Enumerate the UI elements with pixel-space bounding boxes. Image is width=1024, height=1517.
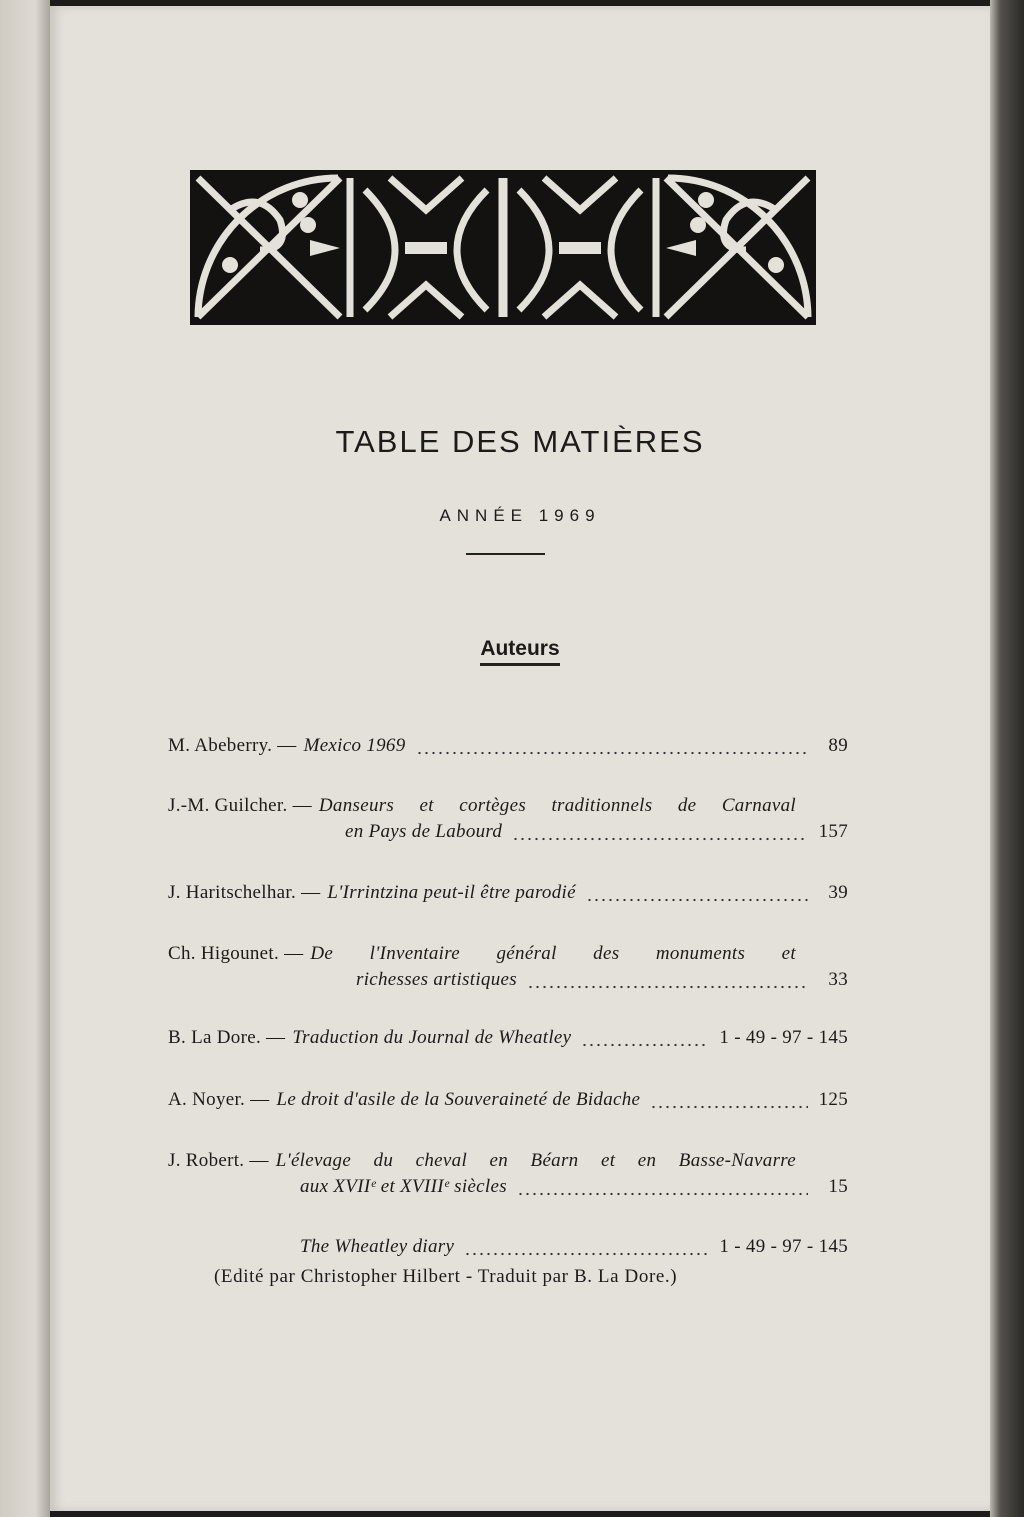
toc-entry-line [168,882,848,908]
book-edge [990,0,1024,1517]
dot-leader [581,1043,709,1047]
entry-title: Danseurs et cortèges traditionnels de Carnaval [318,795,796,816]
section-heading [50,637,990,661]
entry-author: J. Robert. — [168,1150,269,1171]
entry-author: Ch. Higounet. — [168,943,304,964]
toc-entry-line [168,821,848,847]
toc-entry [168,735,848,761]
entry-title: De l'Inventaire général des monuments et [310,943,796,964]
entry-author: M. Abeberry. — [168,735,297,756]
entry-title: The Wheatley diary [300,1236,455,1257]
entry-title: Mexico 1969 [303,735,406,756]
dot-leader [527,985,808,989]
toc-entry-line [168,969,848,995]
toc-entry [168,1089,848,1115]
section-heading-text: Auteurs [480,637,559,666]
entry-pages: 89 [828,735,848,756]
toc-entry [168,943,848,995]
decorative-ornament [190,170,816,325]
facing-page-edge [0,0,50,1517]
divider [466,553,545,555]
toc-entry-line [168,1089,848,1115]
toc-entry [168,795,848,847]
dot-leader [586,898,808,902]
entry-title: richesses artistiques [356,969,517,990]
entry-title: Le droit d'asile de la Souveraineté de Bidache [276,1089,641,1110]
dot-leader [517,1192,808,1196]
entry-author: B. La Dore. — [168,1027,286,1048]
dot-leader [416,751,808,755]
entry-title: L'Irrintzina peut-il être parodié [327,882,576,903]
entry-pages: 125 [818,1089,848,1110]
entry-author: A. Noyer. — [168,1089,270,1110]
toc-entry [168,1236,848,1262]
entry-author: J.-M. Guilcher. — [168,795,312,816]
dot-leader [512,837,808,841]
entry-title: L'élevage du cheval en Béarn et en Basse-Navarre [275,1150,796,1171]
toc-entry-line [168,1176,848,1202]
dot-leader [650,1105,808,1109]
entry-pages: 157 [818,821,848,842]
entry-pages: 1 - 49 - 97 - 145 [719,1027,848,1048]
entry-pages: 33 [828,969,848,990]
entry-title: en Pays de Labourd [345,821,503,842]
entry-pages: 15 [828,1176,848,1197]
toc-entry-line [168,1150,796,1176]
toc-entry [168,882,848,908]
year-subtitle: ANNÉE 1969 [439,506,601,525]
toc-entry [168,1150,848,1202]
dot-leader [464,1252,709,1256]
entry-author: J. Haritschelhar. — [168,882,321,903]
toc-entry-line [168,735,848,761]
entry-pages: 39 [828,882,848,903]
toc-entry [168,1027,848,1053]
entry-pages: 1 - 49 - 97 - 145 [719,1236,848,1257]
page-title: TABLE DES MATIÈRES [335,424,705,459]
toc-entry-line [168,943,796,969]
entry-title: aux XVIIᵉ et XVIIIᵉ siècles [300,1176,507,1197]
toc-entry-line [168,795,796,821]
translation-note: (Edité par Christopher Hilbert - Traduit par B. La Dore.) [214,1266,678,1287]
toc-entry-line [168,1236,848,1262]
entry-title: Traduction du Journal de Wheatley [292,1027,572,1048]
toc-entry-line [168,1027,848,1053]
